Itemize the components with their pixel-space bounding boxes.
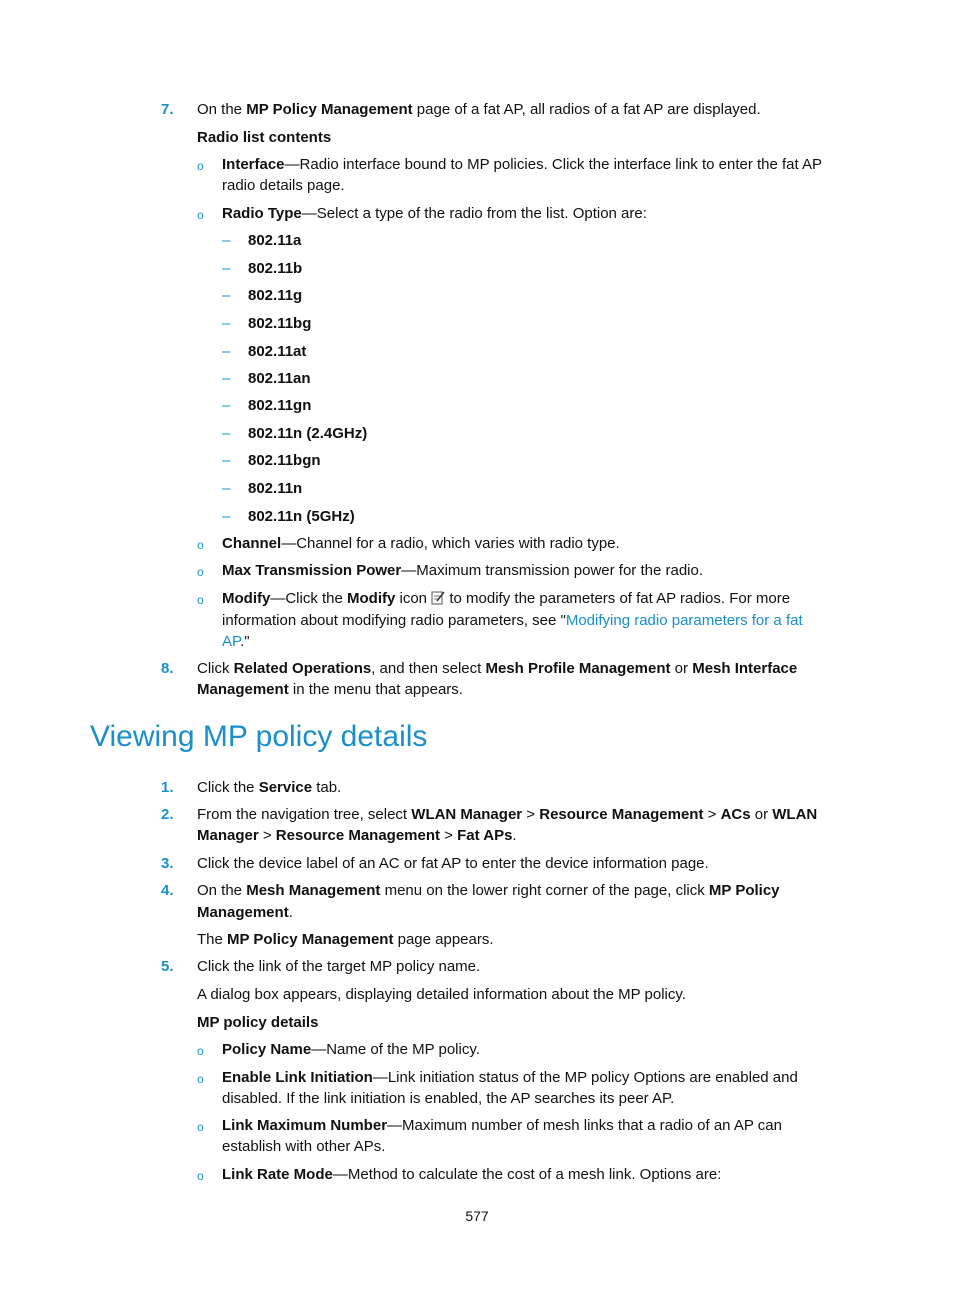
edit-icon xyxy=(431,590,445,605)
modify-item: Modify—Click the Modify icon to modify the parameters of fat AP radios. For more xyxy=(222,590,791,607)
step-7-text: On the MP Policy Management page of a fat AP, all radios of a fat AP are displayed. xyxy=(197,101,761,118)
dash-bullet: – xyxy=(222,232,231,249)
bullet-circle: o xyxy=(197,159,204,173)
radio-option: 802.11an xyxy=(248,370,311,387)
enable-link-item: Enable Link Initiation—Link initiation status of the MP policy Options are enabled and xyxy=(222,1069,798,1086)
radio-type-item: Radio Type—Select a type of the radio from the list. Option are: xyxy=(222,205,647,222)
link-max-item-cont: establish with other APs. xyxy=(222,1138,386,1155)
step-number: 1. xyxy=(161,779,174,796)
step-number: 3. xyxy=(161,855,174,872)
dash-bullet: – xyxy=(222,370,231,387)
step-4-result: The MP Policy Management page appears. xyxy=(197,931,494,948)
step-number: 5. xyxy=(161,958,174,975)
link-rate-item: Link Rate Mode—Method to calculate the cost of a mesh link. Options are: xyxy=(222,1166,722,1183)
step-1-text: Click the Service tab. xyxy=(197,779,342,796)
radio-option: 802.11b xyxy=(248,260,303,277)
modify-radio-link-cont[interactable]: AP xyxy=(222,633,241,650)
step-number: 4. xyxy=(161,882,174,899)
bullet-circle: o xyxy=(197,1120,204,1134)
radio-option: 802.11n (5GHz) xyxy=(248,508,355,525)
section-title: Viewing MP policy details xyxy=(90,720,428,753)
radio-option: 802.11bg xyxy=(248,315,312,332)
bullet-circle: o xyxy=(197,1044,204,1058)
step-5-text: Click the link of the target MP policy name. xyxy=(197,958,481,975)
radio-list-heading: Radio list contents xyxy=(197,129,332,146)
radio-option: 802.11bgn xyxy=(248,452,321,469)
channel-item: Channel—Channel for a radio, which varies with radio type. xyxy=(222,535,620,552)
policy-name-item: Policy Name—Name of the MP policy. xyxy=(222,1041,480,1058)
dash-bullet: – xyxy=(222,480,231,497)
step-number: 8. xyxy=(161,660,174,677)
dash-bullet: – xyxy=(222,452,231,469)
bullet-circle: o xyxy=(197,1169,204,1183)
radio-option: 802.11n (2.4GHz) xyxy=(248,425,368,442)
enable-link-item-cont: disabled. If the link initiation is enabled, the AP searches its peer AP. xyxy=(222,1090,675,1107)
radio-option: 802.11n xyxy=(248,480,303,497)
dash-bullet: – xyxy=(222,260,231,277)
step-2-text-cont: Manager > Resource Management > Fat APs. xyxy=(197,827,517,844)
step-3-text: Click the device label of an AC or fat AP to enter the device information page. xyxy=(197,855,709,872)
bullet-circle: o xyxy=(197,208,204,222)
mp-details-heading: MP policy details xyxy=(197,1014,319,1031)
modify-radio-link[interactable]: Modifying radio parameters for a fat xyxy=(565,612,803,629)
step-2-text: From the navigation tree, select WLAN Manager > Resource Management > ACs or WLAN xyxy=(197,806,818,823)
radio-option: 802.11a xyxy=(248,232,302,249)
dash-bullet: – xyxy=(222,508,231,525)
modify-item-cont2: AP." xyxy=(222,633,250,650)
dash-bullet: – xyxy=(222,287,231,304)
bullet-circle: o xyxy=(197,593,204,607)
interface-item-cont: radio details page. xyxy=(222,177,345,194)
radio-option: 802.11gn xyxy=(248,397,312,414)
bullet-circle: o xyxy=(197,538,204,552)
modify-item-cont: information about modifying radio parameters, see "Modifying radio parameters for a fat xyxy=(222,612,803,629)
step-5-result: A dialog box appears, displaying detailed information about the MP policy. xyxy=(197,986,686,1003)
link-max-item: Link Maximum Number—Maximum number of mesh links that a radio of an AP can xyxy=(222,1117,782,1134)
dash-bullet: – xyxy=(222,425,231,442)
bullet-circle: o xyxy=(197,565,204,579)
step-8-text-cont: Management in the menu that appears. xyxy=(197,681,463,698)
max-power-item: Max Transmission Power—Maximum transmission power for the radio. xyxy=(222,562,703,579)
step-4-text-cont: Management. xyxy=(197,904,293,921)
dash-bullet: – xyxy=(222,315,231,332)
dash-bullet: – xyxy=(222,397,231,414)
dash-bullet: – xyxy=(222,343,231,360)
radio-option: 802.11at xyxy=(248,343,307,360)
step-number: 7. xyxy=(161,101,174,118)
radio-option: 802.11g xyxy=(248,287,303,304)
step-8-text: Click Related Operations, and then select Mesh Profile Management or Mesh Interface xyxy=(197,660,798,677)
step-number: 2. xyxy=(161,806,174,823)
page-number: 577 xyxy=(465,1208,489,1224)
interface-item: Interface—Radio interface bound to MP policies. Click the interface link to enter the fat AP xyxy=(222,156,823,173)
bullet-circle: o xyxy=(197,1072,204,1086)
step-4-text: On the Mesh Management menu on the lower right corner of the page, click MP Policy xyxy=(197,882,780,899)
